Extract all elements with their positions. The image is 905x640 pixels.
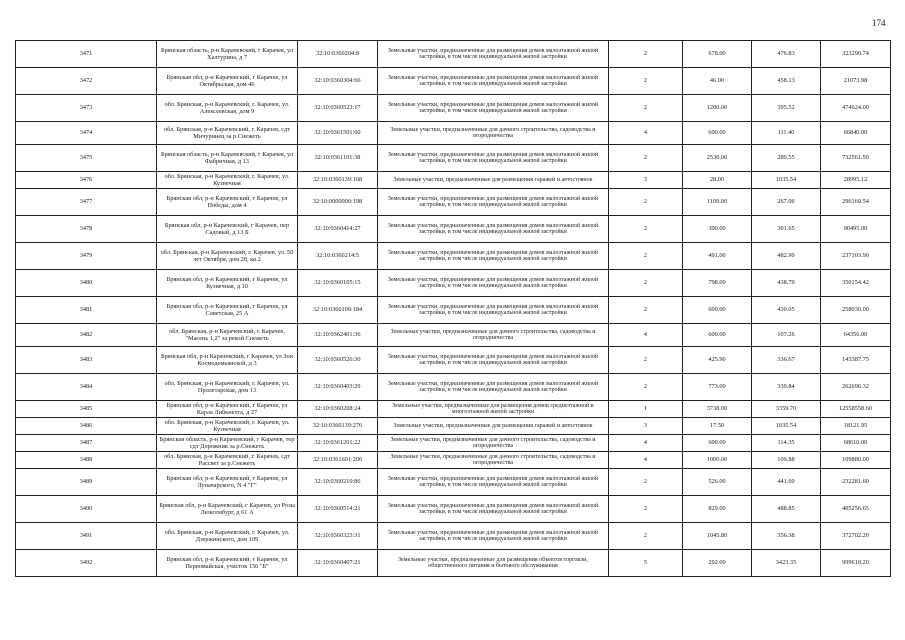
specific-value-cell: 438.79 bbox=[752, 270, 821, 297]
table-row bbox=[16, 172, 891, 189]
row-number: 3487 bbox=[16, 435, 157, 452]
cadastral-number-cell: 32:10:0360204:8 bbox=[298, 41, 378, 68]
table-row bbox=[16, 418, 891, 435]
row-number: 3474 bbox=[16, 122, 157, 145]
cadastral-value-cell: 21073.98 bbox=[821, 68, 891, 95]
cadastral-number-cell: 32:10:0360523:17 bbox=[298, 95, 378, 122]
specific-value-cell: 114.35 bbox=[752, 435, 821, 452]
land-use-cell: Земельные участки, предназначенные для размещения домов малоэтажной жилой застройки, в том числе индивидуальной жилой застройки bbox=[378, 469, 609, 496]
address-cell: обл. Брянская, р-н Карачевский, г. Карачев, ул. Пролетарская, дом 13 bbox=[157, 374, 298, 401]
group-cell: 4 bbox=[609, 452, 683, 469]
land-use-cell: Земельные участки, предназначенные для размещения домов малоэтажной жилой застройки, в том числе индивидуальной жилой застройки bbox=[378, 95, 609, 122]
cadastral-value-cell: 237103.90 bbox=[821, 243, 891, 270]
row-number: 3483 bbox=[16, 347, 157, 374]
cadastral-value-cell: 296169.54 bbox=[821, 189, 891, 216]
cadastral-number-cell: 32:10:0360414:27 bbox=[298, 216, 378, 243]
specific-value-cell: 3423.35 bbox=[752, 550, 821, 577]
area-cell: 600.00 bbox=[683, 122, 752, 145]
group-cell: 2 bbox=[609, 68, 683, 95]
address-cell: Брянская обл, р-н Карачевский, г Карачев, ул Победы, дом 4 bbox=[157, 189, 298, 216]
address-cell: обл. Брянская, р-н Карачевский, г. Карачев, ул. Алексеевская, дом 9 bbox=[157, 95, 298, 122]
cadastral-value-cell: 405256.65 bbox=[821, 496, 891, 523]
row-number: 3480 bbox=[16, 270, 157, 297]
land-use-cell: Земельные участки, предназначенные для размещения домов малоэтажной жилой застройки, в том числе индивидуальной жилой застройки bbox=[378, 41, 609, 68]
specific-value-cell: 441.60 bbox=[752, 469, 821, 496]
row-number: 3478 bbox=[16, 216, 157, 243]
specific-value-cell: 395.52 bbox=[752, 95, 821, 122]
specific-value-cell: 3359.70 bbox=[752, 401, 821, 418]
land-use-cell: Земельные участки, предназначенные для дачного строительства, садоводства и огородничества bbox=[378, 452, 609, 469]
row-number: 3486 bbox=[16, 418, 157, 435]
area-cell: 1000.00 bbox=[683, 452, 752, 469]
cadastral-value-cell: 474624.00 bbox=[821, 95, 891, 122]
cadastral-number-cell: 32:10:0000000:198 bbox=[298, 189, 378, 216]
table-row bbox=[16, 189, 891, 216]
cadastral-value-cell: 323290.74 bbox=[821, 41, 891, 68]
cadastral-number-cell: 32:10:0362401:36 bbox=[298, 324, 378, 347]
cadastral-value-cell: 732561.50 bbox=[821, 145, 891, 172]
area-cell: 292.00 bbox=[683, 550, 752, 577]
group-cell: 2 bbox=[609, 41, 683, 68]
table-row bbox=[16, 523, 891, 550]
area-cell: 600.00 bbox=[683, 324, 752, 347]
specific-value-cell: 430.05 bbox=[752, 297, 821, 324]
area-cell: 491.00 bbox=[683, 243, 752, 270]
cadastral-number-cell: 32:10:0360323:31 bbox=[298, 523, 378, 550]
address-cell: Брянская область, р-н Карачевский, г Карачев, ул Халтурина, д 7 bbox=[157, 41, 298, 68]
cadastral-number-cell: 32:10:0360403:29 bbox=[298, 374, 378, 401]
land-use-cell: Земельные участки, предназначенные для размещения гаражей и автостоянок bbox=[378, 172, 609, 189]
group-cell: 2 bbox=[609, 496, 683, 523]
cadastral-value-cell: 350154.42 bbox=[821, 270, 891, 297]
address-cell: Брянская область, р-н Карачевский, г Карачев, тер сдт Дорожник за р.Снежеть bbox=[157, 435, 298, 452]
land-use-cell: Земельные участки, предназначенные для размещения домов малоэтажной жилой застройки, в том числе индивидуальной жилой застройки bbox=[378, 496, 609, 523]
cadastral-value-cell: 12558558.60 bbox=[821, 401, 891, 418]
row-number: 3472 bbox=[16, 68, 157, 95]
land-use-cell: Земельные участки, предназначенные для дачного строительства, садоводства и огородничества bbox=[378, 122, 609, 145]
table-row bbox=[16, 243, 891, 270]
specific-value-cell: 267.06 bbox=[752, 189, 821, 216]
cadastral-number-cell: 32:10:0360139:276 bbox=[298, 418, 378, 435]
land-use-cell: Земельные участки, предназначенные для размещения домов малоэтажной жилой застройки, в том числе индивидуальной жилой застройки bbox=[378, 270, 609, 297]
area-cell: 773.00 bbox=[683, 374, 752, 401]
land-use-cell: Земельные участки, предназначенные для размещения домов малоэтажной жилой застройки, в том числе индивидуальной жилой застройки bbox=[378, 145, 609, 172]
row-number: 3484 bbox=[16, 374, 157, 401]
group-cell: 4 bbox=[609, 324, 683, 347]
address-cell: Брянская обл, р-н Карачевский, г Карачев, ул Луначарского, N 4 "Г" bbox=[157, 469, 298, 496]
land-use-cell: Земельные участки, предназначенные для размещения домов малоэтажной жилой застройки, в том числе индивидуальной жилой застройки bbox=[378, 216, 609, 243]
specific-value-cell: 339.84 bbox=[752, 374, 821, 401]
table-row bbox=[16, 122, 891, 145]
land-use-cell: Земельные участки, предназначенные для размещения домов малоэтажной жилой застройки, в том числе индивидуальной жилой застройки bbox=[378, 297, 609, 324]
cadastral-value-cell: 28995.12 bbox=[821, 172, 891, 189]
cadastral-number-cell: 32:10:0360105:15 bbox=[298, 270, 378, 297]
group-cell: 2 bbox=[609, 270, 683, 297]
table-row bbox=[16, 324, 891, 347]
row-number: 3488 bbox=[16, 452, 157, 469]
address-cell: Брянская обл, р-н Карачевский, г Карачев, ул Первомайская, участок 150 "Б" bbox=[157, 550, 298, 577]
cadastral-value-cell: 109880.00 bbox=[821, 452, 891, 469]
land-use-cell: Земельные участки, предназначенные для размещения гаражей и автостоянок bbox=[378, 418, 609, 435]
group-cell: 2 bbox=[609, 216, 683, 243]
land-use-cell: Земельные участки, предназначенные для размещения объектов торговли, общественного питания и бытового обслуживания bbox=[378, 550, 609, 577]
address-cell: обл. Брянская, р-н Карачевский, г. Карачев, "Масень 1,2" за рекой Снежеть bbox=[157, 324, 298, 347]
row-number: 3479 bbox=[16, 243, 157, 270]
cadastral-number-cell: 32:10:0361201:22 bbox=[298, 435, 378, 452]
table-row bbox=[16, 496, 891, 523]
table-row bbox=[16, 374, 891, 401]
row-number: 3491 bbox=[16, 523, 157, 550]
specific-value-cell: 111.40 bbox=[752, 122, 821, 145]
group-cell: 2 bbox=[609, 347, 683, 374]
cadastral-value-cell: 258030.00 bbox=[821, 297, 891, 324]
specific-value-cell: 1035.54 bbox=[752, 172, 821, 189]
table-body bbox=[16, 41, 891, 577]
group-cell: 2 bbox=[609, 523, 683, 550]
address-cell: Брянская область, р-н Карачевский, г Карачев, ул Фабричная, д 13 bbox=[157, 145, 298, 172]
group-cell: 4 bbox=[609, 122, 683, 145]
area-cell: 46.00 bbox=[683, 68, 752, 95]
row-number: 3481 bbox=[16, 297, 157, 324]
row-number: 3490 bbox=[16, 496, 157, 523]
cadastral-value-cell: 143387.75 bbox=[821, 347, 891, 374]
table-row bbox=[16, 401, 891, 418]
cadastral-value-table bbox=[15, 40, 891, 577]
land-use-cell: Земельные участки, предназначенные для размещения домов малоэтажной жилой застройки, в том числе индивидуальной жилой застройки bbox=[378, 374, 609, 401]
row-number: 3477 bbox=[16, 189, 157, 216]
land-use-cell: Земельные участки, предназначенные для размещения домов малоэтажной жилой застройки, в том числе индивидуальной жилой застройки bbox=[378, 347, 609, 374]
table-row bbox=[16, 68, 891, 95]
group-cell: 5 bbox=[609, 550, 683, 577]
cadastral-number-cell: 32:10:0360139:168 bbox=[298, 172, 378, 189]
table-row bbox=[16, 145, 891, 172]
land-use-cell: Земельные участки, предназначенные для размещения домов среднеэтажной и многоэтажной жилой застройки bbox=[378, 401, 609, 418]
group-cell: 3 bbox=[609, 172, 683, 189]
cadastral-value-cell: 372702.20 bbox=[821, 523, 891, 550]
area-cell: 678.00 bbox=[683, 41, 752, 68]
table-row bbox=[16, 347, 891, 374]
cadastral-value-cell: 232281.60 bbox=[821, 469, 891, 496]
specific-value-cell: 1035.54 bbox=[752, 418, 821, 435]
group-cell: 2 bbox=[609, 243, 683, 270]
table-row bbox=[16, 216, 891, 243]
cadastral-number-cell: 32:10:0360210:86 bbox=[298, 469, 378, 496]
area-cell: 3738.00 bbox=[683, 401, 752, 418]
row-number: 3489 bbox=[16, 469, 157, 496]
table-row bbox=[16, 270, 891, 297]
cadastral-number-cell: 32:10:0360109:184 bbox=[298, 297, 378, 324]
group-cell: 1 bbox=[609, 401, 683, 418]
address-cell: Брянская обл, р-н Карачевский, г Карачев, ул Октябрьская, дом 46 bbox=[157, 68, 298, 95]
land-use-cell: Земельные участки, предназначенные для размещения домов малоэтажной жилой застройки, в том числе индивидуальной жилой застройки bbox=[378, 243, 609, 270]
cadastral-number-cell: 32:10:0360304:66 bbox=[298, 68, 378, 95]
cadastral-number-cell: 32:10:0360514:21 bbox=[298, 496, 378, 523]
area-cell: 2530.00 bbox=[683, 145, 752, 172]
group-cell: 2 bbox=[609, 469, 683, 496]
specific-value-cell: 336.67 bbox=[752, 347, 821, 374]
address-cell: Брянская обл, р-н Карачевский, г Карачев, ул Кузнечная, д 10 bbox=[157, 270, 298, 297]
land-use-cell: Земельные участки, предназначенные для дачного строительства, садоводства и огородничества bbox=[378, 435, 609, 452]
row-number: 3476 bbox=[16, 172, 157, 189]
address-cell: Брянская обл, р-н Карачевский, г Карачев, ул Розы Люксембург, д 61 А bbox=[157, 496, 298, 523]
row-number: 3485 bbox=[16, 401, 157, 418]
group-cell: 2 bbox=[609, 145, 683, 172]
cadastral-value-cell: 90495.00 bbox=[821, 216, 891, 243]
row-number: 3473 bbox=[16, 95, 157, 122]
address-cell: обл. Брянская, р-н Карачевский, г. Карачев, сдт Рассвет за р.Снежеть bbox=[157, 452, 298, 469]
page-number: 174 bbox=[872, 18, 886, 28]
specific-value-cell: 109.88 bbox=[752, 452, 821, 469]
table-row bbox=[16, 452, 891, 469]
address-cell: Брянская обл, р-н Карачевский, г Карачев, ул Карла Либкнехта, д 27 bbox=[157, 401, 298, 418]
address-cell: Брянская обл, р-н Карачевский, г Карачев, ул Советская, 25 А bbox=[157, 297, 298, 324]
cadastral-number-cell: 32:10:0360407:21 bbox=[298, 550, 378, 577]
group-cell: 2 bbox=[609, 297, 683, 324]
address-cell: обл. Брянская, р-н Карачевский, г. Карачев, ул. Кузнечная bbox=[157, 172, 298, 189]
cadastral-number-cell: 32:10:0361101:38 bbox=[298, 145, 378, 172]
group-cell: 2 bbox=[609, 189, 683, 216]
row-number: 3471 bbox=[16, 41, 157, 68]
cadastral-number-cell: 32:10:0360526:30 bbox=[298, 347, 378, 374]
cadastral-value-cell: 64356.00 bbox=[821, 324, 891, 347]
table-row bbox=[16, 41, 891, 68]
area-cell: 1045.80 bbox=[683, 523, 752, 550]
group-cell: 4 bbox=[609, 435, 683, 452]
specific-value-cell: 356.38 bbox=[752, 523, 821, 550]
specific-value-cell: 488.85 bbox=[752, 496, 821, 523]
group-cell: 3 bbox=[609, 418, 683, 435]
cadastral-value-cell: 66840.00 bbox=[821, 122, 891, 145]
row-number: 3492 bbox=[16, 550, 157, 577]
group-cell: 2 bbox=[609, 374, 683, 401]
group-cell: 2 bbox=[609, 95, 683, 122]
area-cell: 526.00 bbox=[683, 469, 752, 496]
address-cell: обл. Брянская, р-н Карачевский, г. Карачев, ул. Кузнечная bbox=[157, 418, 298, 435]
area-cell: 28.00 bbox=[683, 172, 752, 189]
specific-value-cell: 476.83 bbox=[752, 41, 821, 68]
area-cell: 17.50 bbox=[683, 418, 752, 435]
table-row bbox=[16, 550, 891, 577]
specific-value-cell: 289.55 bbox=[752, 145, 821, 172]
table-row bbox=[16, 435, 891, 452]
land-use-cell: Земельные участки, предназначенные для размещения домов малоэтажной жилой застройки, в том числе индивидуальной жилой застройки bbox=[378, 68, 609, 95]
land-use-cell: Земельные участки, предназначенные для размещения домов малоэтажной жилой застройки, в том числе индивидуальной жилой застройки bbox=[378, 189, 609, 216]
area-cell: 425.90 bbox=[683, 347, 752, 374]
specific-value-cell: 458.13 bbox=[752, 68, 821, 95]
cadastral-value-cell: 18121.95 bbox=[821, 418, 891, 435]
table-row bbox=[16, 469, 891, 496]
area-cell: 798.00 bbox=[683, 270, 752, 297]
cadastral-number-cell: 32:10:0360208:24 bbox=[298, 401, 378, 418]
address-cell: Брянская обл, р-н Карачевский, г Карачев, пер Садовый, д 13 Б bbox=[157, 216, 298, 243]
address-cell: обл. Брянская, р-н Карачевский, г. Карачев, ул. 50 лет Октября, дом 28, кв.2 bbox=[157, 243, 298, 270]
area-cell: 600.00 bbox=[683, 435, 752, 452]
table-row bbox=[16, 95, 891, 122]
cadastral-number-cell: 32:10:0361601:206 bbox=[298, 452, 378, 469]
area-cell: 1200.00 bbox=[683, 95, 752, 122]
row-number: 3482 bbox=[16, 324, 157, 347]
area-cell: 300.00 bbox=[683, 216, 752, 243]
address-cell: обл. Брянская, р-н Карачевский, г. Карачев, сдт Мичуринец за р.Снежеть bbox=[157, 122, 298, 145]
land-use-cell: Земельные участки, предназначенные для размещения домов малоэтажной жилой застройки, в том числе индивидуальной жилой застройки bbox=[378, 523, 609, 550]
cadastral-number-cell: 32:10:0361501:60 bbox=[298, 122, 378, 145]
address-cell: обл. Брянская, р-н Карачевский, г. Карачев, ул. Дзержинского, дом 109 bbox=[157, 523, 298, 550]
area-cell: 1109.00 bbox=[683, 189, 752, 216]
specific-value-cell: 107.26 bbox=[752, 324, 821, 347]
cadastral-number-cell: 32:10:0360214:5 bbox=[298, 243, 378, 270]
table-row bbox=[16, 297, 891, 324]
specific-value-cell: 301.65 bbox=[752, 216, 821, 243]
land-use-cell: Земельные участки, предназначенные для дачного строительства, садоводства и огородничества bbox=[378, 324, 609, 347]
specific-value-cell: 482.90 bbox=[752, 243, 821, 270]
cadastral-value-cell: 262696.32 bbox=[821, 374, 891, 401]
cadastral-value-cell: 999618.20 bbox=[821, 550, 891, 577]
address-cell: Брянская обл, р-н Карачевский, г Карачев, ул Зои Космодемьянской, д 3 bbox=[157, 347, 298, 374]
area-cell: 829.00 bbox=[683, 496, 752, 523]
cadastral-value-cell: 68610.00 bbox=[821, 435, 891, 452]
row-number: 3475 bbox=[16, 145, 157, 172]
area-cell: 600.00 bbox=[683, 297, 752, 324]
